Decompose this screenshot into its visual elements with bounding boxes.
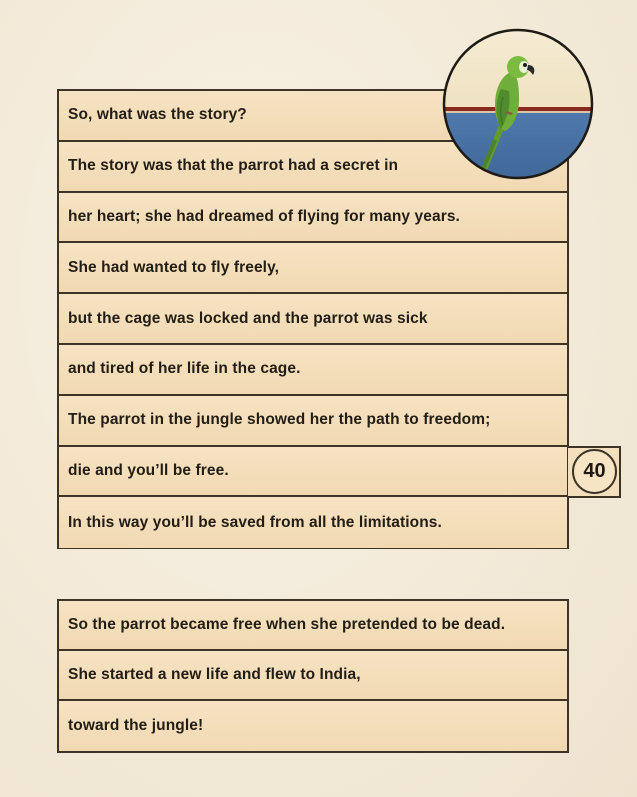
story-line: The story was that the parrot had a secret in [59, 142, 567, 193]
story-line: In this way you’ll be saved from all the limitations. [59, 497, 567, 548]
story-line: die and you’ll be free. [59, 447, 567, 498]
story-line: but the cage was locked and the parrot was sick [59, 294, 567, 345]
parrot-medallion [441, 27, 595, 181]
story-line: and tired of her life in the cage. [59, 345, 567, 396]
parrot-icon [441, 27, 595, 181]
ending-text-block [57, 599, 569, 753]
ending-line: toward the jungle! [59, 701, 567, 751]
story-line: So, what was the story? [59, 91, 567, 142]
story-line: her heart; she had dreamed of flying for many years. [59, 193, 567, 244]
ending-line: So the parrot became free when she pretended to be dead. [59, 601, 567, 651]
story-line: The parrot in the jungle showed her the path to freedom; [59, 396, 567, 447]
ending-line: She started a new life and flew to India, [59, 651, 567, 701]
story-line: She had wanted to fly freely, [59, 243, 567, 294]
page-number: 40 [572, 449, 617, 494]
